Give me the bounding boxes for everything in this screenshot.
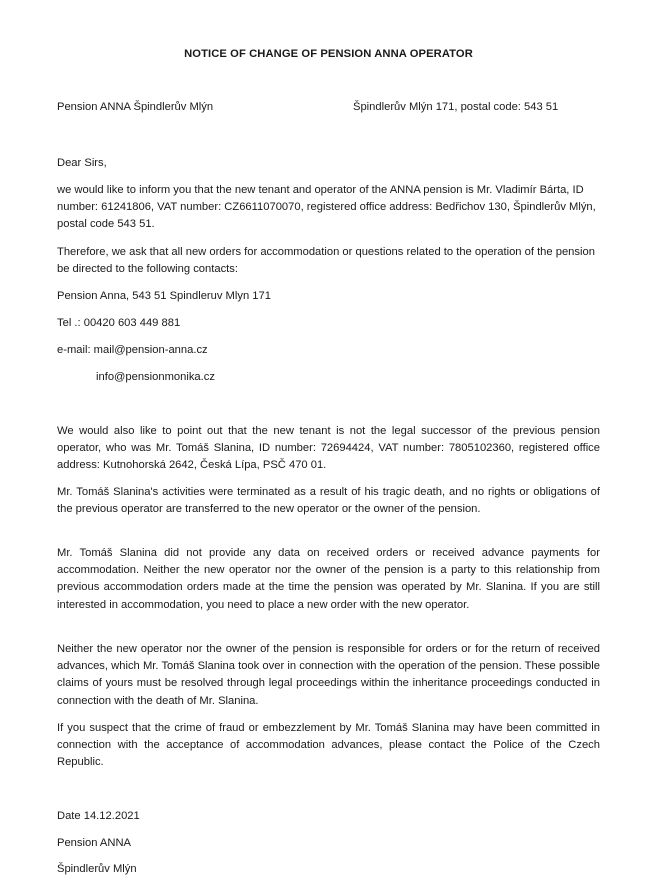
greeting: Dear Sirs, [57,157,107,169]
paragraph-new-operator: we would like to inform you that the new tenant and operator of the ANNA pension is Mr. Vladimír Bárta, ID number: 61241806, VAT number: CZ6611070070, registered office address: Bedřichov 130, Špindlerův Mlýn, postal code 543 51. [57,184,596,231]
document-title: NOTICE OF CHANGE OF PENSION ANNA OPERATOR [184,48,473,60]
signature-place: Špindlerův Mlýn [57,863,137,875]
paragraph-previous-operator: We would also like to point out that the new tenant is not the legal successor of the previous pension operator, who was Mr. Tomáš Slanina, ID number: 72694424, VAT number: 7805102360, registered office address: Kutnohorská 2642, Česká Lípa, PSČ 470 01. [57,425,600,472]
contact-address: Pension Anna, 543 51 Spindleruv Mlyn 171 [57,290,271,302]
contact-email-primary: e-mail: mail@pension-anna.cz [57,344,208,356]
paragraph-orders: Mr. Tomáš Slanina did not provide any data on received orders or received advance payments for accommodation. Neither the new operator nor the owner of the pension is a party to this relationship from previous accommodation orders made at the time the pension was operated by Mr. Slanina. If you are still interested in accommodation, you need to place a new order with the new operator. [57,547,600,611]
paragraph-responsibility: Neither the new operator nor the owner of the pension is responsible for orders or for the return of received advances, which Mr. Tomáš Slanina took over in connection with the operation of the pension. These possible claims of yours must be resolved through legal proceedings within the inheritance proceedings conducted in connection with the death of Mr. Slanina. [57,643,600,707]
signature-name: Pension ANNA [57,837,132,849]
document-date: Date 14.12.2021 [57,810,140,822]
contact-telephone: Tel .: 00420 603 449 881 [57,317,181,329]
contact-email-secondary: info@pensionmonika.cz [96,371,215,383]
paragraph-contacts-intro: Therefore, we ask that all new orders for accommodation or questions related to the operation of the pension be directed to the following contacts: [57,246,595,276]
paragraph-police: If you suspect that the crime of fraud or embezzlement by Mr. Tomáš Slanina may have been committed in connection with the acceptance of accommodation advances, please contact the Police of the Czech Republic. [57,722,600,769]
sender-address: Špindlerův Mlýn 171, postal code: 543 51 [353,101,559,113]
sender-name: Pension ANNA Špindlerův Mlýn [57,101,214,113]
paragraph-termination: Mr. Tomáš Slanina's activities were terminated as a result of his tragic death, and no rights or obligations of the previous operator are transferred to the new operator or the owner of the pension. [57,486,600,516]
